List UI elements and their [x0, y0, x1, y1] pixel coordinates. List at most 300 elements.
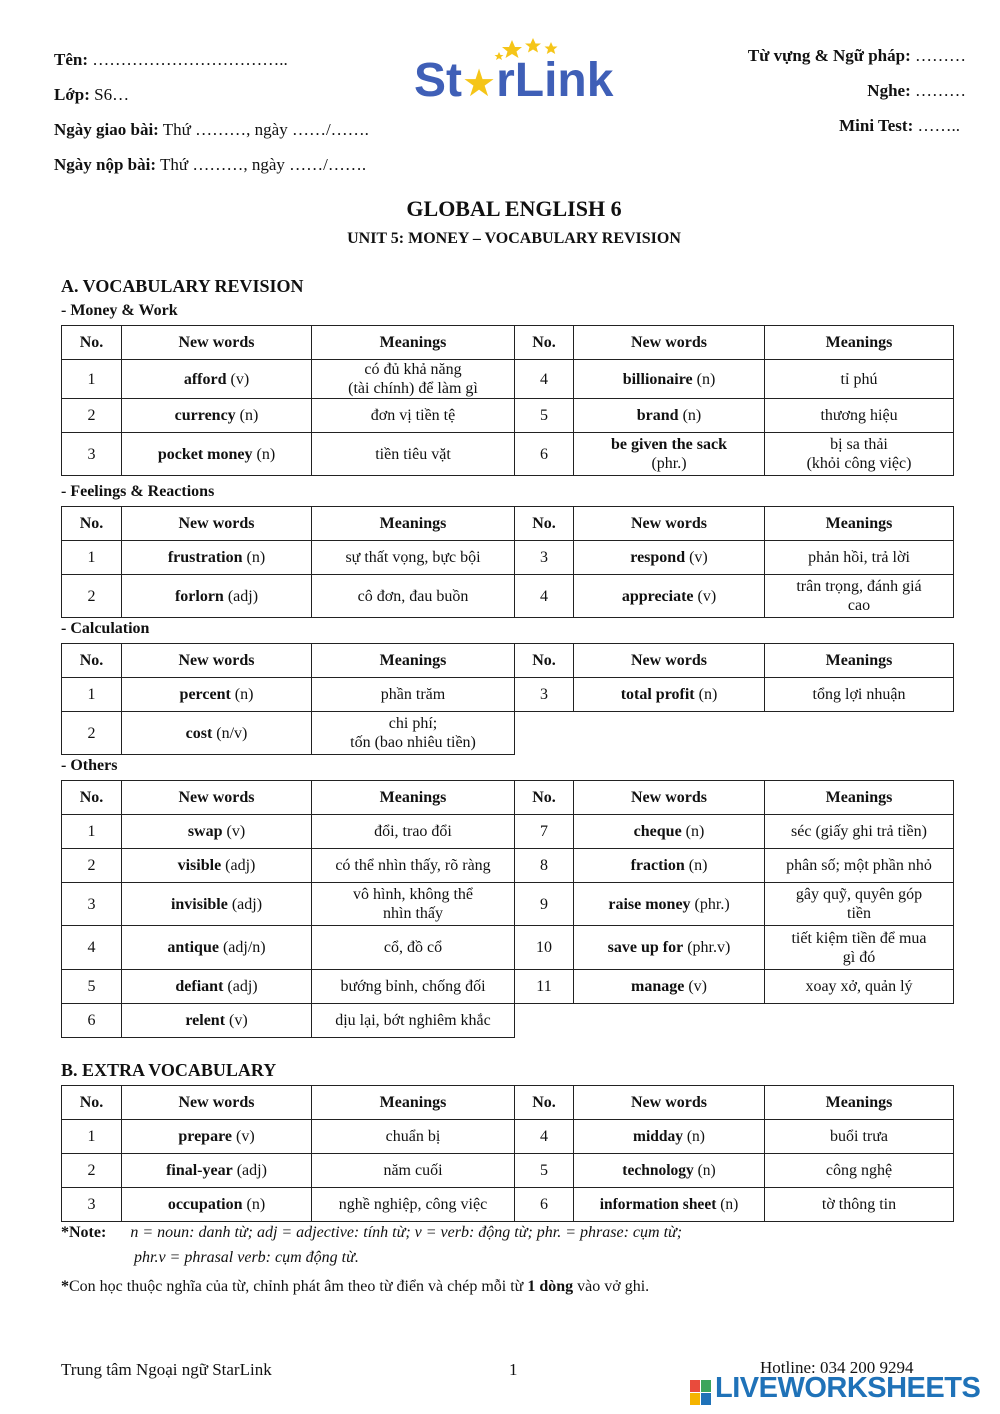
header-meaning: Meanings: [312, 507, 515, 541]
cell-word: [574, 1120, 765, 1154]
assign-label: Ngày giao bài:: [54, 120, 159, 139]
row-number: 1: [87, 370, 96, 388]
liveworksheets-logo-icon: [690, 1380, 712, 1406]
meaning-line: tỉ phú: [840, 370, 878, 388]
cell-word: [574, 541, 765, 575]
section-b-heading: B. EXTRA VOCABULARY: [61, 1060, 277, 1080]
calculation-table: [61, 643, 954, 755]
part-of-speech: (v): [688, 978, 707, 995]
cell-meaning: [765, 1120, 954, 1154]
note-block: [61, 1224, 941, 1242]
table-row: [62, 360, 954, 399]
cell-meaning: [312, 849, 515, 883]
cell-meaning: [765, 815, 954, 849]
cell-word: [122, 926, 312, 970]
meaning-line-2: tiền: [847, 905, 871, 922]
meaning-line: năm cuối: [383, 1162, 443, 1179]
instruction-bold: 1 dòng: [527, 1278, 574, 1295]
vocab-word: occupation: [167, 1196, 243, 1213]
cell-meaning: [765, 849, 954, 883]
row-number: 6: [540, 1196, 548, 1213]
cell-number: [515, 1120, 574, 1154]
header-meaning: Meanings: [312, 644, 515, 678]
meaning-line: đổi, trao đổi: [374, 823, 452, 840]
cell-word: [574, 678, 765, 712]
header-word: New words: [574, 644, 765, 678]
row-number: 1: [87, 1128, 96, 1145]
part-of-speech: (v): [697, 587, 717, 605]
cell-number: [62, 970, 122, 1004]
meaning-line: nghề nghiệp, công việc: [338, 1196, 488, 1213]
cell-number: [62, 883, 122, 926]
header-meaning: Meanings: [765, 644, 954, 678]
cell-meaning: [765, 883, 954, 926]
row-number: 1: [87, 823, 96, 840]
instruction-text-a: Con học thuộc nghĩa của từ, chỉnh phát âm theo từ điển và chép mỗi từ: [69, 1278, 528, 1295]
name-value: ……………………………..: [92, 50, 288, 69]
cell-word: [574, 1004, 765, 1038]
cell-meaning: [312, 399, 515, 433]
cell-number: [515, 712, 574, 755]
row-number: 4: [540, 370, 548, 388]
others-label: - Others: [61, 757, 118, 774]
part-of-speech: (adj): [236, 1162, 267, 1179]
part-of-speech: (v): [235, 1128, 255, 1145]
table-row: [62, 712, 954, 755]
vocab-word: invisible: [170, 895, 228, 913]
header-word: New words: [574, 1086, 765, 1120]
cell-number: [62, 1120, 122, 1154]
table-header-row: [62, 644, 954, 678]
table-row: [62, 815, 954, 849]
cell-number: [515, 433, 574, 476]
part-of-speech: (adj): [227, 978, 258, 995]
cell-word: [122, 970, 312, 1004]
cell-number: [515, 678, 574, 712]
cell-number: [515, 849, 574, 883]
row-number: 3: [87, 1196, 96, 1213]
meaning-line: trân trọng, đánh giá: [796, 578, 922, 595]
part-of-speech: (n): [682, 407, 702, 424]
meaning-line-2: tốn (bao nhiêu tiền): [350, 734, 476, 751]
cell-word: [574, 1154, 765, 1188]
cell-meaning: [312, 926, 515, 970]
vocab-word: manage: [631, 978, 685, 995]
meaning-line-2: (tài chính) để làm gì: [348, 380, 478, 397]
header-word: New words: [122, 507, 312, 541]
instruction-line: [61, 1278, 649, 1296]
cell-number: [62, 433, 122, 476]
meaning-line-2: cao: [847, 597, 871, 614]
cell-meaning: [312, 1188, 515, 1222]
cell-word: [122, 849, 312, 883]
cell-word: [574, 1188, 765, 1222]
cell-word: [574, 970, 765, 1004]
part-of-speech: (v): [689, 549, 708, 566]
cell-meaning: [312, 1120, 515, 1154]
table-row: [62, 849, 954, 883]
score-listen-label: Nghe:: [867, 81, 911, 100]
note-line-2: phr.v = phrasal verb: cụm động từ.: [134, 1249, 359, 1266]
cell-word: [574, 883, 765, 926]
meaning-line: dịu lại, bớt nghiêm khắc: [335, 1012, 491, 1029]
header-word: New words: [122, 644, 312, 678]
part-of-speech: (phr.): [651, 455, 687, 472]
part-of-speech: (n): [696, 370, 716, 388]
feelings-table: [61, 506, 954, 618]
meaning-line: cổ, đồ cổ: [383, 939, 443, 956]
header-no: No.: [515, 507, 574, 541]
feelings-label: - Feelings & Reactions: [61, 483, 215, 500]
header-meaning: Meanings: [765, 781, 954, 815]
table-row: [62, 575, 954, 618]
cell-number: [62, 360, 122, 399]
part-of-speech: (n): [686, 1128, 705, 1145]
table-row: [62, 883, 954, 926]
cell-word: [122, 433, 312, 476]
header-word: New words: [574, 326, 765, 360]
meaning-line: bướng bỉnh, chống đối: [340, 978, 486, 995]
header-no: No.: [62, 644, 122, 678]
cell-number: [62, 678, 122, 712]
cell-number: [515, 399, 574, 433]
header-no: No.: [62, 326, 122, 360]
vocab-word: respond: [630, 549, 686, 566]
cell-word: [574, 360, 765, 399]
cell-meaning: [765, 1004, 954, 1038]
cell-word: [574, 575, 765, 618]
vocab-word: swap: [187, 823, 223, 840]
meaning-line: đơn vị tiền tệ: [370, 407, 456, 424]
row-number: 7: [540, 823, 548, 840]
vocab-word: raise money: [608, 895, 691, 913]
header-meaning: Meanings: [312, 781, 515, 815]
cell-word: [122, 678, 312, 712]
part-of-speech: (v): [229, 1012, 248, 1029]
assign-value: Thứ ………, ngày ……/…….: [162, 120, 369, 139]
header-word: New words: [574, 507, 765, 541]
table-header-row: [62, 326, 954, 360]
vocab-word: fraction: [630, 857, 685, 874]
page-title: GLOBAL ENGLISH 6: [406, 196, 622, 221]
meaning-line: xoay xở, quản lý: [805, 978, 913, 995]
cell-word: [122, 541, 312, 575]
table-row: [62, 970, 954, 1004]
cell-meaning: [765, 1154, 954, 1188]
cell-word: [122, 360, 312, 399]
score-listen-value: ………: [915, 81, 966, 100]
meaning-line: phản hồi, trả lời: [808, 549, 910, 566]
cell-word: [122, 399, 312, 433]
meaning-line: séc (giấy ghi trả tiền): [791, 823, 927, 840]
cell-number: [62, 1004, 122, 1038]
score-vocab-label: Từ vựng & Ngữ pháp:: [747, 46, 911, 65]
vocab-word: percent: [179, 686, 231, 703]
cell-word: [122, 815, 312, 849]
vocab-word: currency: [174, 407, 236, 424]
part-of-speech: (v): [230, 370, 250, 388]
part-of-speech: (phr.v): [687, 939, 731, 956]
class-value: S6…: [94, 85, 130, 104]
cell-number: [62, 399, 122, 433]
meaning-line-2: nhìn thấy: [383, 905, 443, 922]
liveworksheets-watermark: [690, 1372, 980, 1408]
logo-text-part: rLink: [496, 54, 614, 107]
row-number: 1: [87, 549, 96, 566]
liveworksheets-text: LIVEWORKSHEETS: [715, 1372, 981, 1404]
cell-meaning: [312, 575, 515, 618]
cell-meaning: [765, 926, 954, 970]
class-label: Lớp:: [54, 85, 90, 104]
row-number: 5: [87, 978, 96, 995]
row-number: 2: [87, 587, 96, 605]
note-line-2-wrap: [134, 1249, 359, 1267]
meaning-line: thương hiệu: [820, 407, 898, 424]
meaning-line: chi phí;: [388, 715, 438, 732]
instruction-text-b: vào vở ghi.: [573, 1278, 650, 1295]
part-of-speech: (adj): [225, 857, 256, 874]
vocab-word: cost: [185, 724, 213, 742]
part-of-speech: (n): [697, 1162, 716, 1179]
cell-meaning: [312, 1004, 515, 1038]
row-number: 10: [536, 939, 552, 956]
cell-word: [574, 712, 765, 755]
row-number: 9: [540, 895, 548, 913]
cell-number: [62, 849, 122, 883]
money-work-label: - Money & Work: [61, 302, 178, 319]
vocab-word: afford: [183, 370, 227, 388]
row-number: 6: [87, 1012, 96, 1029]
part-of-speech: (phr.): [694, 895, 730, 913]
table-row: [62, 1004, 954, 1038]
cell-meaning: [312, 970, 515, 1004]
header-word: New words: [122, 326, 312, 360]
part-of-speech: (adj): [231, 895, 263, 913]
starlink-logo: [412, 36, 642, 112]
row-number: 4: [540, 587, 548, 605]
score-test-line: [839, 116, 960, 136]
header-no: No.: [62, 1086, 122, 1120]
extra-vocab-table: [61, 1085, 954, 1222]
meaning-line: chuẩn bị: [385, 1128, 441, 1145]
logo-star-icon: ★: [462, 63, 497, 105]
header-meaning: Meanings: [765, 326, 954, 360]
part-of-speech: (adj/n): [222, 939, 266, 956]
header-meaning: Meanings: [765, 507, 954, 541]
submit-label: Ngày nộp bài:: [54, 155, 157, 174]
cell-meaning: [765, 399, 954, 433]
meaning-line: tổng lợi nhuận: [812, 686, 906, 703]
logo-text: [414, 53, 613, 108]
cell-number: [515, 360, 574, 399]
cell-meaning: [765, 541, 954, 575]
row-number: 3: [540, 549, 548, 566]
cell-meaning: [312, 541, 515, 575]
vocab-word: appreciate: [621, 587, 694, 605]
meaning-line: tờ thông tin: [821, 1196, 897, 1213]
row-number: 11: [536, 978, 552, 995]
meaning-line: tiền tiêu vặt: [375, 445, 451, 463]
table-row: [62, 1188, 954, 1222]
meaning-line: có thể nhìn thấy, rõ ràng: [335, 857, 491, 874]
row-number: 4: [87, 939, 96, 956]
table-row: [62, 399, 954, 433]
cell-number: [515, 575, 574, 618]
cell-number: [515, 883, 574, 926]
others-table: [61, 780, 954, 1038]
class-line: [54, 85, 129, 105]
cell-word: [122, 1188, 312, 1222]
table-row: [62, 1120, 954, 1154]
cell-number: [515, 541, 574, 575]
submit-date-line: [54, 155, 366, 175]
meaning-line-2: (khỏi công việc): [806, 455, 912, 472]
cell-meaning: [765, 678, 954, 712]
part-of-speech: (adj): [227, 587, 259, 605]
vocab-word: pocket money: [157, 445, 253, 463]
meaning-line: gây quỹ, quyên góp: [795, 886, 923, 903]
header-word: New words: [122, 1086, 312, 1120]
name-line: [54, 50, 288, 70]
vocab-word: be given the sack: [611, 436, 727, 453]
cell-number: [62, 575, 122, 618]
name-label: Tên:: [54, 50, 88, 69]
part-of-speech: (n): [246, 549, 266, 566]
vocab-word: information sheet: [599, 1196, 717, 1213]
row-number: 3: [87, 445, 96, 463]
cell-number: [515, 815, 574, 849]
part-of-speech: (n): [685, 823, 705, 840]
table-header-row: [62, 1086, 954, 1120]
logo-text-part: St: [414, 54, 462, 107]
part-of-speech: (n): [720, 1196, 739, 1213]
cell-meaning: [765, 970, 954, 1004]
cell-word: [122, 712, 312, 755]
meaning-line: sự thất vọng, bực bội: [345, 549, 481, 566]
note-label: *Note:: [61, 1224, 107, 1241]
header-meaning: Meanings: [765, 1086, 954, 1120]
row-number: 4: [540, 1128, 548, 1145]
meaning-line: vô hình, không thể: [353, 886, 473, 903]
cell-number: [62, 1154, 122, 1188]
part-of-speech: (n/v): [216, 724, 248, 742]
score-test-label: Mini Test:: [839, 116, 914, 135]
cell-meaning: [765, 1188, 954, 1222]
header-no: No.: [62, 781, 122, 815]
vocab-word: forlorn: [174, 587, 224, 605]
part-of-speech: (n): [246, 1196, 266, 1213]
table-row: [62, 433, 954, 476]
assign-date-line: [54, 120, 369, 140]
row-number: 2: [87, 1162, 96, 1179]
vocab-word: defiant: [175, 978, 224, 995]
meaning-line: phần trăm: [380, 686, 446, 703]
table-header-row: [62, 507, 954, 541]
row-number: 3: [87, 895, 96, 913]
header-meaning: Meanings: [312, 326, 515, 360]
cell-number: [62, 815, 122, 849]
cell-meaning: [312, 815, 515, 849]
meaning-line: tiết kiệm tiền để mua: [791, 929, 927, 947]
score-test-value: ……..: [917, 116, 960, 135]
part-of-speech: (n): [256, 445, 276, 463]
row-number: 5: [540, 407, 548, 424]
vocab-word: midday: [633, 1128, 683, 1145]
vocab-word: frustration: [167, 549, 243, 566]
meaning-line: công nghệ: [825, 1162, 893, 1179]
header-no: No.: [515, 326, 574, 360]
score-vocab-value: ………: [915, 46, 966, 65]
row-number: 2: [87, 724, 96, 742]
cell-word: [574, 926, 765, 970]
instruction-star: *: [61, 1278, 69, 1295]
cell-meaning: [765, 712, 954, 755]
score-vocab-line: [748, 46, 966, 66]
note-line-1: n = noun: danh từ; adj = adjective: tính từ; v = verb: động từ; phr. = phrase: cụm từ;: [130, 1224, 683, 1241]
vocab-word: final-year: [166, 1162, 233, 1179]
meaning-line: có đủ khả năng: [364, 361, 462, 378]
part-of-speech: (n): [698, 686, 718, 703]
cell-meaning: [312, 883, 515, 926]
cell-meaning: [765, 360, 954, 399]
cell-meaning: [312, 433, 515, 476]
header-no: No.: [515, 644, 574, 678]
header-no: No.: [515, 781, 574, 815]
vocab-word: save up for: [607, 939, 684, 956]
cell-word: [122, 1154, 312, 1188]
part-of-speech: (n): [239, 407, 259, 424]
row-number: 5: [540, 1162, 548, 1179]
meaning-line: bị sa thải: [830, 436, 888, 453]
footer-hotline: Hotline: 034 200 9294: [760, 1358, 914, 1377]
table-row: [62, 926, 954, 970]
cell-word: [574, 399, 765, 433]
cell-word: [574, 433, 765, 476]
cell-meaning: [765, 433, 954, 476]
meaning-line: cô đơn, đau buồn: [357, 587, 469, 605]
row-number: 2: [87, 407, 96, 424]
cell-number: [62, 926, 122, 970]
vocab-word: relent: [185, 1012, 226, 1029]
table-header-row: [62, 781, 954, 815]
vocab-word: total profit: [620, 686, 695, 703]
row-number: 6: [540, 445, 548, 463]
calculation-label: - Calculation: [61, 620, 150, 637]
vocab-word: visible: [177, 857, 222, 874]
cell-word: [122, 883, 312, 926]
cell-meaning: [312, 712, 515, 755]
part-of-speech: (v): [226, 823, 246, 840]
cell-number: [515, 970, 574, 1004]
cell-meaning: [312, 678, 515, 712]
cell-number: [515, 1154, 574, 1188]
part-of-speech: (n): [688, 857, 708, 874]
table-row: [62, 678, 954, 712]
part-of-speech: (n): [234, 686, 254, 703]
meaning-line: phân số; một phần nhỏ: [786, 857, 932, 874]
header-word: New words: [574, 781, 765, 815]
row-number: 1: [87, 686, 96, 703]
vocab-word: prepare: [178, 1128, 232, 1145]
cell-number: [515, 1188, 574, 1222]
vocab-word: antique: [167, 939, 219, 956]
score-listen-line: [867, 81, 966, 101]
row-number: 8: [540, 857, 548, 874]
row-number: 2: [87, 857, 96, 874]
cell-word: [122, 1004, 312, 1038]
header-word: New words: [122, 781, 312, 815]
money-work-table: [61, 325, 954, 476]
